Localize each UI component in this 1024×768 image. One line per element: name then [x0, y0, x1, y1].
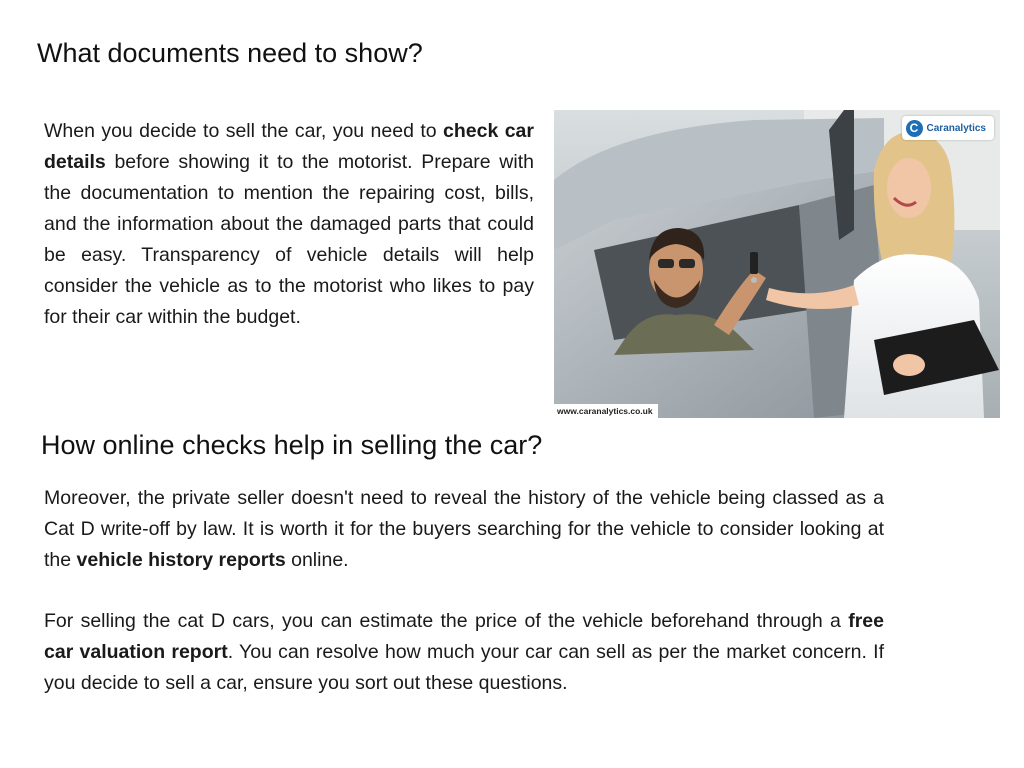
car-sale-photo [554, 110, 1000, 418]
car-handover-illustration [554, 110, 1000, 418]
logo-c-icon: C [906, 120, 923, 137]
bold-text-free-car-valuation-report: free car valuation report [44, 610, 884, 663]
logo-text: Caranalytics [926, 122, 986, 134]
caranalytics-logo [902, 116, 994, 140]
text-run: before showing it to the motorist. Prepare with the documentation to mention the repairing cost, bills, and the information about the damaged parts that could be easy. Transparency of vehicle details will help consider the vehicle as to the motorist who likes to pay for their car within the budget. [44, 151, 534, 328]
section-heading-online-checks: How online checks help in selling the car? [41, 430, 543, 460]
text-run: When you decide to sell the car, you need to [44, 120, 444, 142]
text-run: . You can resolve how much your car can sell as per the market concern. If you decide to sell a car, ensure you sort out these questions. [44, 641, 884, 694]
documents-paragraph [44, 116, 534, 333]
text-run: Moreover, the private seller doesn't need to reveal the history of the vehicle being classed as a Cat D write-off by law. It is worth it for the buyers searching for the vehicle to consider looking at the [44, 487, 884, 571]
photo-url-watermark: www.caranalytics.co.uk [554, 404, 658, 418]
online-checks-paragraph-2 [44, 606, 884, 699]
text-run: online. [285, 549, 349, 571]
bold-text-check-car-details: check car details [44, 120, 534, 173]
text-run: For selling the cat D cars, you can estimate the price of the vehicle beforehand through a [44, 610, 849, 632]
online-checks-paragraph-1 [44, 483, 884, 576]
bold-text-vehicle-history-reports: vehicle history reports [76, 549, 286, 571]
section-heading-documents: What documents need to show? [37, 38, 423, 68]
